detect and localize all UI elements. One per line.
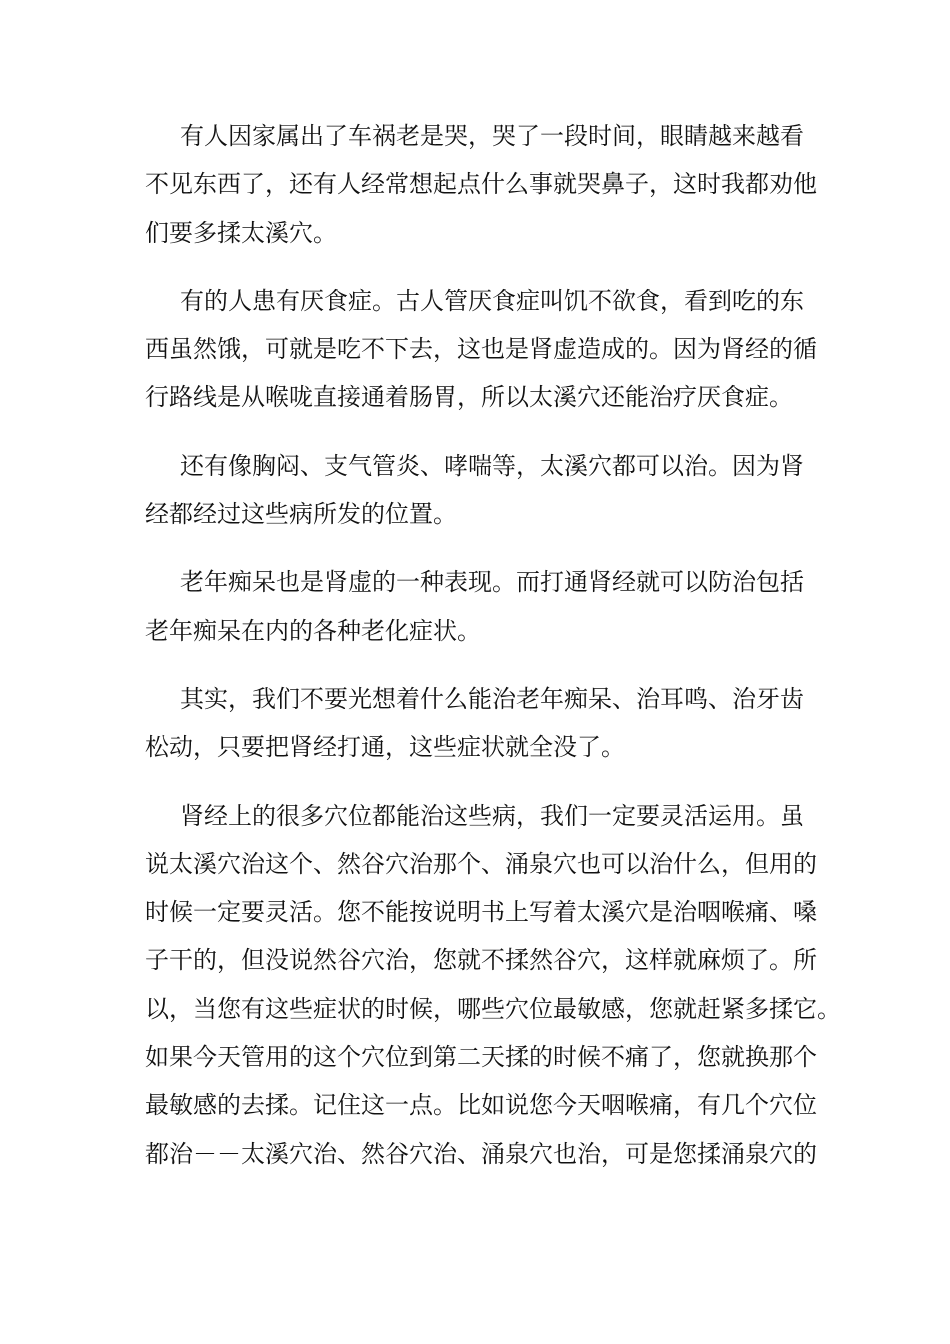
paragraph-2: [145, 277, 817, 422]
paragraph-3: [145, 442, 807, 539]
text-line: 肾经上的很多穴位都能治这些病，我们一定要灵活运用。虽: [180, 801, 804, 830]
paragraph-6: [145, 792, 841, 1178]
text-line: 有人因家属出了车祸老是哭，哭了一段时间，眼睛越来越看: [180, 122, 804, 150]
text-line: 行路线是从喉咙直接通着肠胃，所以太溪穴还能治疗厌食症。: [145, 383, 793, 412]
text-line: 不见东西了，还有人经常想起点什么事就哭鼻子，这时我都劝他: [145, 170, 817, 199]
text-line: 说太溪穴治这个、然谷穴治那个、涌泉穴也可以治什么，但用的: [145, 849, 817, 878]
text-line: 松动，只要把肾经打通，这些症状就全没了。: [145, 733, 625, 762]
text-line: 西虽然饿，可就是吃不下去，这也是肾虚造成的。因为肾经的循: [145, 335, 817, 364]
text-line: 老年痴呆也是肾虚的一种表现。而打通肾经就可以防治包括: [180, 568, 804, 597]
text-line: 以，当您有这些症状的时候，哪些穴位最敏感，您就赶紧多揉它。: [145, 994, 841, 1023]
body-text: [145, 112, 841, 1198]
text-line: 如果今天管用的这个穴位到第二天揉的时候不痛了，您就换那个: [145, 1043, 817, 1072]
text-line: 都治－－太溪穴治、然谷穴治、涌泉穴也治，可是您揉涌泉穴的: [145, 1139, 817, 1168]
text-line: 最敏感的去揉。记住这一点。比如说您今天咽喉痛，有几个穴位: [145, 1091, 817, 1120]
text-line: 其实，我们不要光想着什么能治老年痴呆、治耳鸣、治牙齿: [180, 684, 804, 713]
text-line: 有的人患有厌食症。古人管厌食症叫饥不欲食，看到吃的东: [180, 286, 804, 315]
paragraph-5: [145, 675, 807, 772]
paragraph-4: [145, 558, 807, 655]
text-line: 老年痴呆在内的各种老化症状。: [145, 616, 481, 645]
text-line: 子干的，但没说然谷穴治，您就不揉然谷穴，这样就麻烦了。所: [145, 946, 817, 975]
text-line: 还有像胸闷、支气管炎、哮喘等，太溪穴都可以治。因为肾: [180, 451, 804, 480]
text-line: 经都经过这些病所发的位置。: [145, 500, 457, 529]
text-line: 时候一定要灵活。您不能按说明书上写着太溪穴是治咽喉痛、嗓: [145, 898, 817, 927]
paragraph-1: [145, 112, 817, 257]
text-line: 们要多揉太溪穴。: [145, 218, 337, 247]
